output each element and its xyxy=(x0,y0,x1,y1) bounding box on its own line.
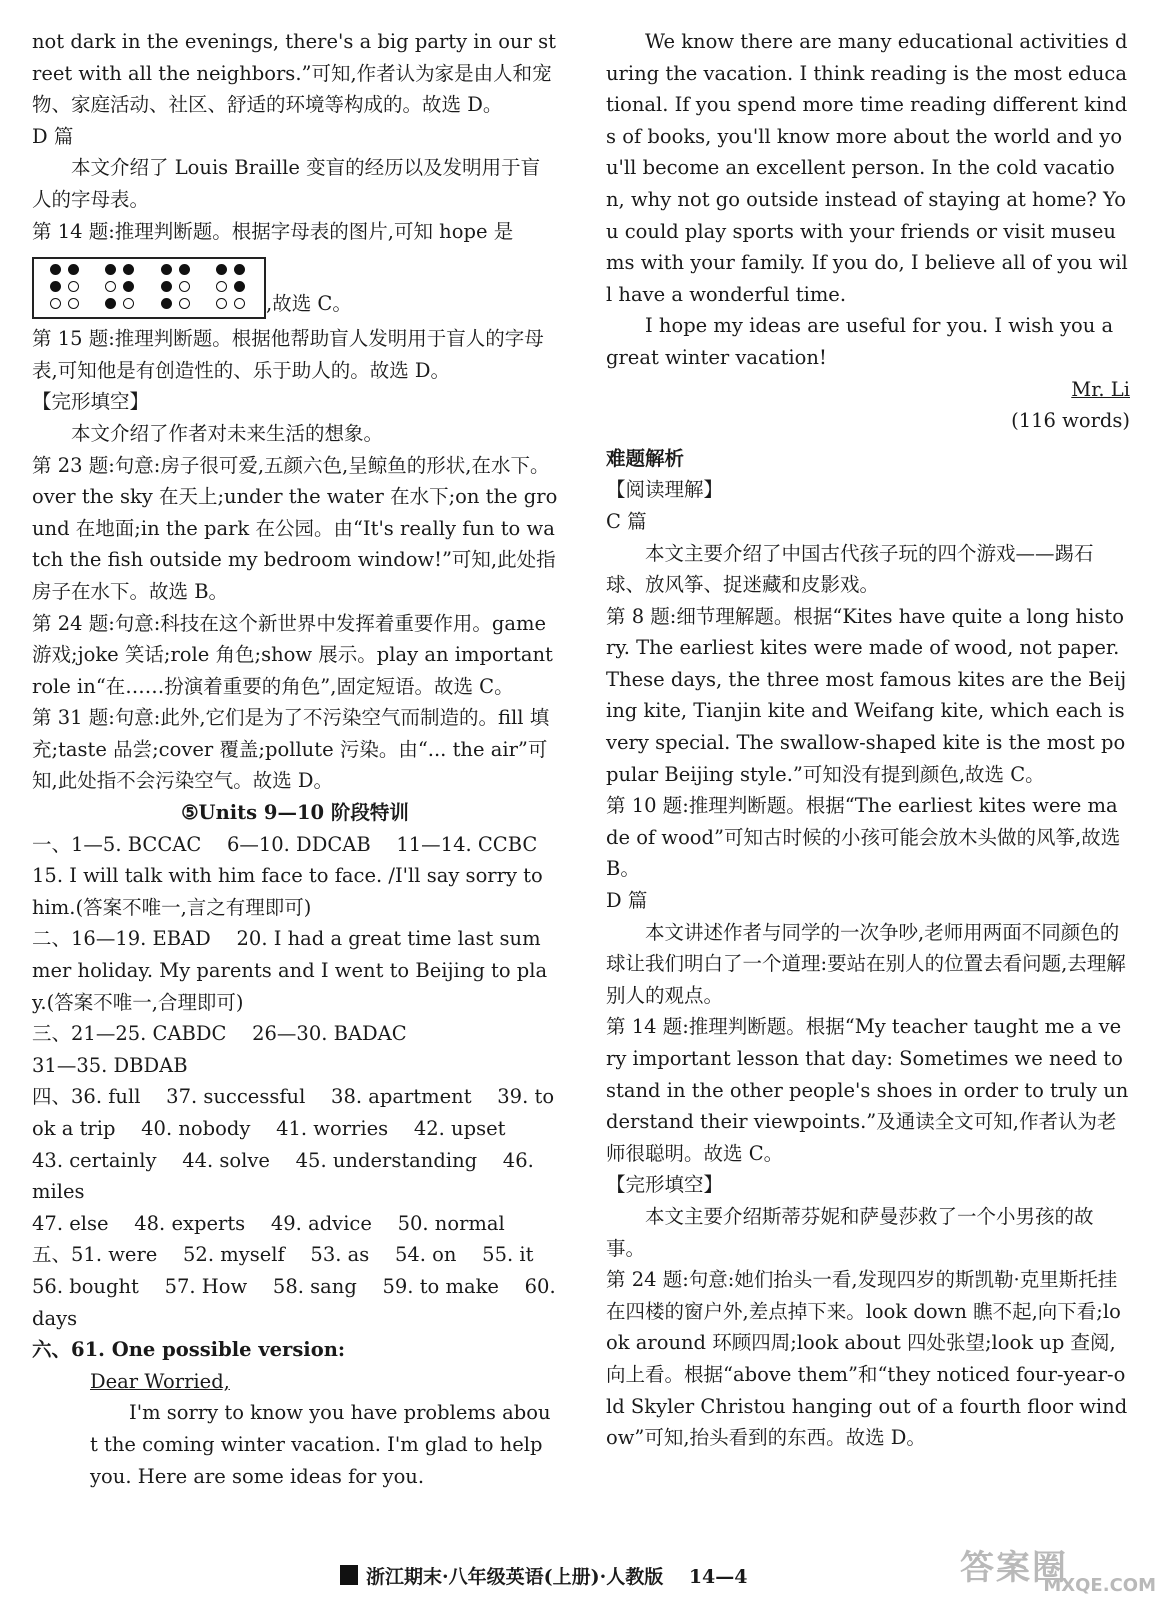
braille-dot xyxy=(234,298,245,309)
word-count: (116 words) xyxy=(1011,409,1130,433)
braille-dot xyxy=(105,264,116,275)
answer-line: 一、1—5. BCCAC 6—10. DDCAB 11—14. CCBC xyxy=(32,832,538,856)
answers-list xyxy=(32,829,562,1335)
answer-line: 15. I will talk with him face to face. /I'll say sorry to him.(答案不唯一,言之有理即可) xyxy=(32,864,549,919)
braille-row xyxy=(32,253,558,319)
braille-dot xyxy=(216,281,227,292)
braille-dot xyxy=(68,281,79,292)
question-31: 第 31 题:句意:此外,它们是为了不污染空气而制造的。fill 填充;taste 品尝;cover 覆盖;pollute 污染。由“... the air”可知,此处指不会污染空气。故选 D。 xyxy=(32,706,550,793)
braille-dot xyxy=(179,281,190,292)
letter-signature: Mr. Li xyxy=(1071,377,1130,401)
braille-dot xyxy=(161,264,172,275)
answer-line: 二、16—19. EBAD 20. I had a great time last summer holiday. My parents and I went to Beijing to play.(答案不唯一,合理即可) xyxy=(32,927,548,1014)
watermark-text-cn: 答案圈 xyxy=(960,1548,1068,1588)
braille-cell xyxy=(216,264,248,312)
footer-block-icon xyxy=(340,1565,358,1585)
braille-dot xyxy=(234,264,245,275)
braille-cell xyxy=(50,264,82,312)
question-14-text: 第 14 题:推理判断题。根据字母表的图片,可知 hope 是 xyxy=(32,219,514,243)
braille-dot xyxy=(68,264,79,275)
answer-line: 47. else 48. experts 49. advice 50. normal xyxy=(32,1211,505,1235)
braille-dot xyxy=(179,264,190,275)
answer-line: 五、51. were 52. myself 53. as 54. on 55. it xyxy=(32,1243,534,1267)
braille-dot xyxy=(68,298,79,309)
braille-dot xyxy=(161,281,172,292)
braille-dot xyxy=(50,281,61,292)
hard-questions-title: 难题解析 xyxy=(606,446,685,470)
braille-dot xyxy=(105,281,116,292)
section-d-title-right: D 篇 xyxy=(606,889,648,913)
answer-line: 四、36. full 37. successful 38. apartment 39. took a trip 40. nobody 41. worries 42. upset xyxy=(32,1085,555,1140)
section-d-summary-right: 本文讲述作者与同学的一次争吵,老师用两面不同颜色的球让我们明白了一个道理:要站在别人的位置去看问题,去理解别人的观点。 xyxy=(606,920,1126,1007)
section-c-title: C 篇 xyxy=(606,509,647,533)
letter-paragraph-3: I hope my ideas are useful for you. I wish you a great winter vacation! xyxy=(606,314,1120,369)
footer-text: 浙江期末·八年级英语(上册)·人教版 14—4 xyxy=(366,1565,748,1588)
page-footer xyxy=(340,1560,840,1590)
question-24-right: 第 24 题:句意:她们抬头一看,发现四岁的斯凯勒·克里斯托挂在四楼的窗户外,差点掉下来。look down 瞧不起,向下看;look around 环顾四周;look about 四处张望;look up 查阅,向上看。根据“above them”和“they noticed four-year-old Skyler Christou hanging out of a fourth floor window”可知,抬头看到的东西。故选 D。 xyxy=(606,1268,1128,1450)
left-column xyxy=(32,26,562,1492)
question-15: 第 15 题:推理判断题。根据他帮助盲人发明用于盲人的字母表,可知他是有创造性的、乐于助人的。故选 D。 xyxy=(32,327,544,382)
braille-cell xyxy=(105,264,137,312)
question-24: 第 24 题:句意:科技在这个新世界中发挥着重要作用。game 游戏;joke 笑话;role 角色;show 展示。play an important role in“在……扮演着重要的角色”,固定短语。故选 C。 xyxy=(32,611,560,698)
braille-dot xyxy=(234,281,245,292)
cloze-summary-right: 本文主要介绍斯蒂芬妮和萨曼莎救了一个小男孩的故事。 xyxy=(606,1204,1094,1260)
watermark-text-en: MXQE.COM xyxy=(1043,1575,1156,1596)
cloze-summary: 本文介绍了作者对未来生活的想象。 xyxy=(71,421,384,445)
braille-dot xyxy=(216,264,227,275)
watermark-logo xyxy=(960,1540,1160,1596)
braille-dot xyxy=(123,264,134,275)
braille-dot xyxy=(50,298,61,309)
braille-dot xyxy=(161,298,172,309)
question-8: 第 8 题:细节理解题。根据“Kites have quite a long history. The earliest kites were made of wood, not paper. These days, the three most famous kites are the Beijing kite, Tianjin kite and Weifang kite, which each is very special. The swallow-shaped kite is the most popular Beijing style.”可知没有提到颜色,故选 C。 xyxy=(606,604,1131,786)
cloze-header-right: 【完形填空】 xyxy=(606,1173,724,1197)
units-section-title: ⑤Units 9—10 阶段特训 xyxy=(181,801,409,825)
intro-paragraph: not dark in the evenings, there's a big party in our street with all the neighbors.”可知,作者认为家是由人和宠物、家庭活动、社区、舒适的环境等构成的。故选 D。 xyxy=(32,30,556,117)
braille-cell xyxy=(161,264,193,312)
reading-header: 【阅读理解】 xyxy=(606,478,724,502)
section-d-summary: 本文介绍了 Louis Braille 变盲的经历以及发明用于盲人的字母表。 xyxy=(32,156,541,211)
letter-paragraph-2: We know there are many educational activities during the vacation. I think reading is the most educational. If you spend more time reading different kinds of books, you'll know more about the world and you'll become an excellent person. In the cold vacation, why not go outside instead of staying at home? You could play sports with your friends or visit museums with your family. If you do, I believe all of you will have a wonderful time. xyxy=(606,30,1128,306)
question-10: 第 10 题:推理判断题。根据“The earliest kites were made of wood”可知古时候的小孩可能会放木头做的风筝,故选 B。 xyxy=(606,794,1127,881)
letter-salutation: Dear Worried, xyxy=(90,1369,230,1393)
braille-alphabet-image xyxy=(32,257,266,319)
braille-dot xyxy=(123,281,134,292)
braille-dot xyxy=(179,298,190,309)
braille-dot xyxy=(123,298,134,309)
writing-label: 六、61. One possible version: xyxy=(32,1338,346,1362)
question-14-answer: ,故选 C。 xyxy=(266,291,352,315)
answer-line: 56. bought 57. How 58. sang 59. to make 60. days xyxy=(32,1274,562,1330)
section-c-summary: 本文主要介绍了中国古代孩子玩的四个游戏——踢石球、放风筝、捉迷藏和皮影戏。 xyxy=(606,541,1094,597)
right-column xyxy=(606,26,1130,1454)
braille-dot xyxy=(216,298,227,309)
braille-dot xyxy=(105,298,116,309)
braille-dot xyxy=(50,264,61,275)
section-d-title: D 篇 xyxy=(32,124,74,148)
answer-line: 43. certainly 44. solve 45. understanding 46. miles xyxy=(32,1148,541,1204)
letter-paragraph-1: I'm sorry to know you have problems about the coming winter vacation. I'm glad to help you. Here are some ideas for you. xyxy=(90,1401,551,1488)
question-14-right: 第 14 题:推理判断题。根据“My teacher taught me a very important lesson that day: Sometimes we need to stand in the other people's shoes in order to truly understand their viewpoints.”及通读全文可知,作者认为老师很聪明。故选 C。 xyxy=(606,1015,1130,1165)
answer-line: 31—35. DBDAB xyxy=(32,1053,188,1077)
cloze-header: 【完形填空】 xyxy=(32,390,150,414)
question-23: 第 23 题:句意:房子很可爱,五颜六色,呈鲸鱼的形状,在水下。over the sky 在天上;under the water 在水下;on the ground 在地面;in the park 在公园。由“It's really fun to watch the fish outside my bedroom window!”可知,此处指房子在水下。故选 B。 xyxy=(32,453,558,603)
answer-line: 三、21—25. CABDC 26—30. BADAC xyxy=(32,1022,407,1046)
